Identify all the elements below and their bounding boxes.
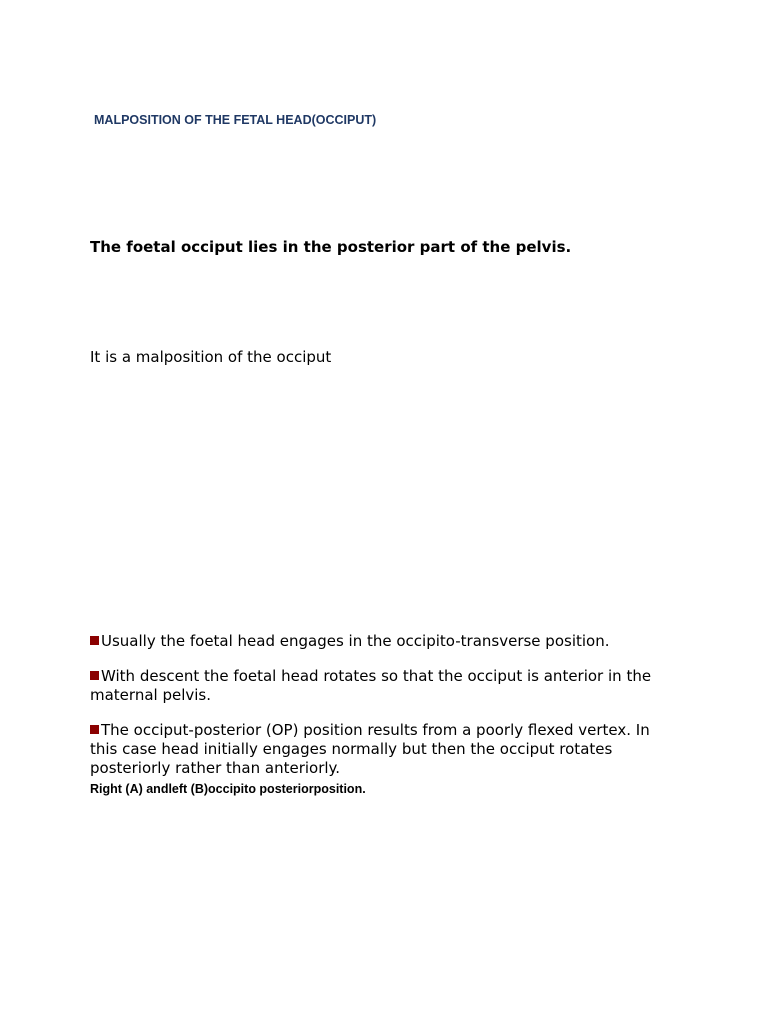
- page-title: MALPOSITION OF THE FETAL HEAD(OCCIPUT): [94, 113, 377, 127]
- statement-text: It is a malposition of the occiput: [90, 348, 332, 366]
- square-bullet-icon: [90, 636, 99, 645]
- bullet-text: Usually the foetal head engages in the occipito-transverse position.: [101, 632, 610, 650]
- bullet-text: With descent the foetal head rotates so that the occiput is anterior in the maternal pelvis.: [90, 667, 652, 704]
- figure-caption: Right (A) andleft (B)occipito posteriorposition.: [90, 782, 366, 796]
- bullet-text: The occiput-posterior (OP) position results from a poorly flexed vertex. In this case head initially engages normally but then the occiput rotates posteriorly rather than anteriorly.: [90, 721, 650, 777]
- square-bullet-icon: [90, 671, 99, 680]
- bullet-list: [90, 632, 670, 778]
- bullet-item: [90, 667, 670, 705]
- bullet-item: [90, 632, 670, 651]
- bullet-item: [90, 721, 670, 778]
- lead-sentence: The foetal occiput lies in the posterior part of the pelvis.: [90, 238, 572, 256]
- square-bullet-icon: [90, 725, 99, 734]
